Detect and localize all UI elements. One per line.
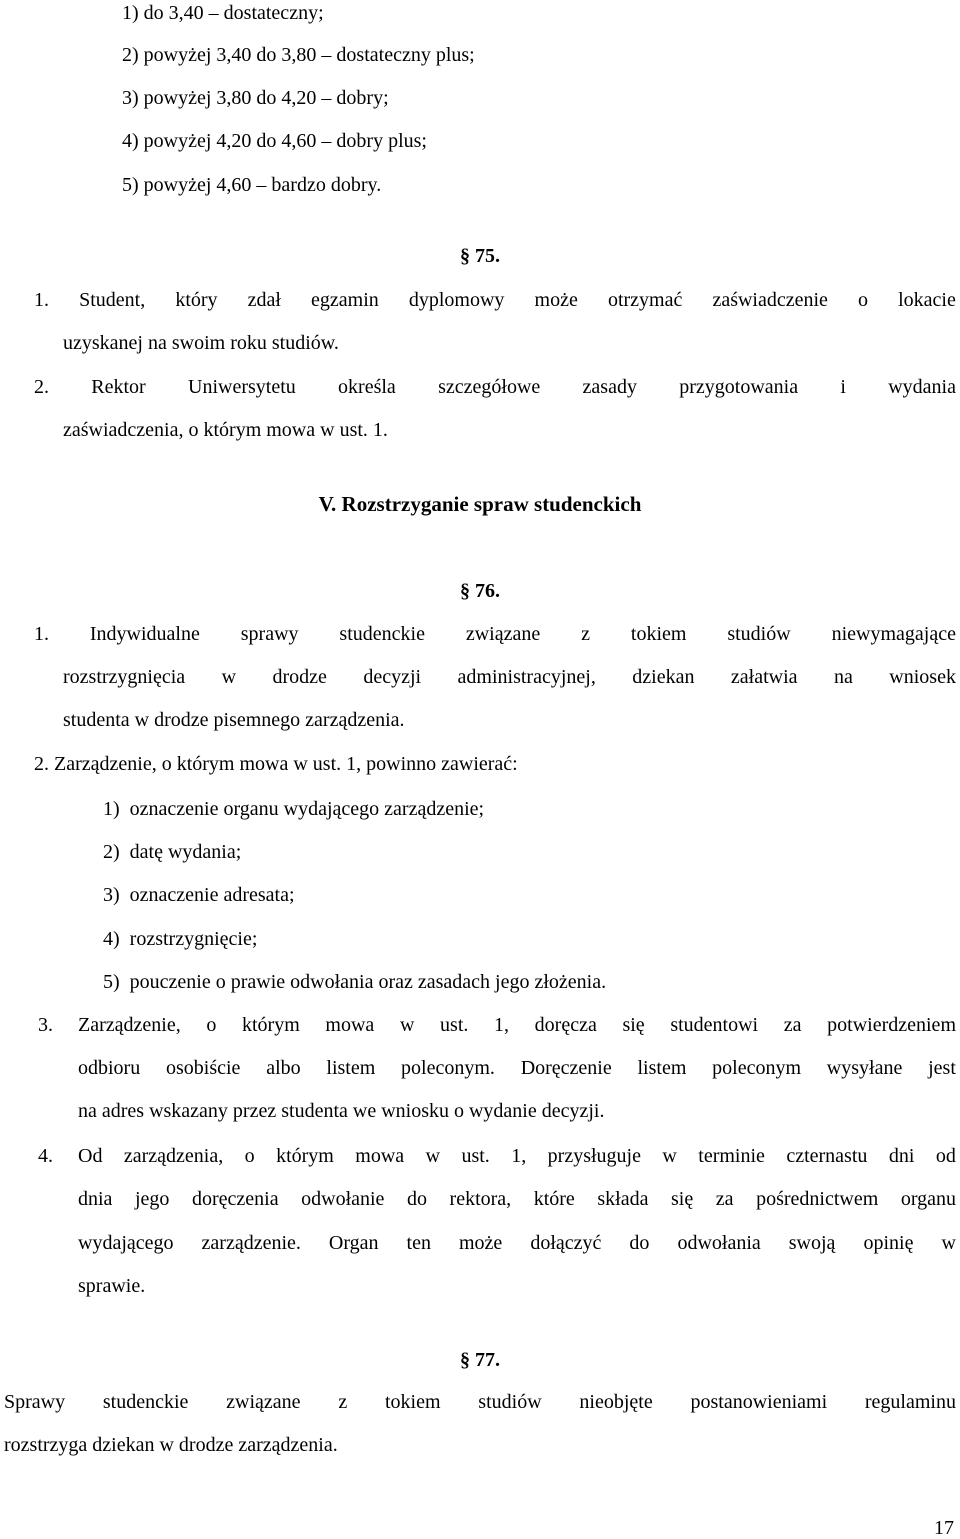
list-item: 5) pouczenie o prawie odwołania oraz zasadach jego złożenia. [103,971,607,993]
word: doręcza [534,1014,597,1036]
section-heading-75: § 75. [460,245,500,267]
word: do [406,1188,427,1210]
word: odwołanie [301,1188,385,1210]
word: rektora, [449,1188,512,1210]
word: osobiście [165,1057,241,1079]
grade-item: 2) powyżej 3,40 do 3,80 – dostateczny plus; [122,44,475,66]
word: listem [326,1057,376,1079]
word: organu [900,1188,956,1210]
word: studenckie [339,623,425,645]
word: swoją [788,1232,836,1254]
word: studentowi [670,1014,759,1036]
word: Zarządzenie, [78,1014,181,1036]
word: decyzji [363,666,422,688]
word: dołączyć [530,1232,602,1254]
paragraph-76-4-line [78,1189,956,1209]
word: albo [266,1057,301,1079]
word: Uniwersytetu [188,376,296,398]
word: 1, [511,1145,527,1167]
word: nieobjęte [579,1391,653,1413]
word: związane [226,1391,301,1413]
paragraph-76-4-line: sprawie. [78,1275,146,1297]
word: ten [406,1232,431,1254]
section-heading-77: § 77. [460,1349,500,1371]
paragraph-76-3-line [78,1015,956,1035]
word: odwołania [677,1232,761,1254]
word: ust. [440,1014,469,1036]
word: Od [78,1145,103,1167]
word: wniosek [889,666,956,688]
word: rozstrzygnięcia [63,666,186,688]
word: opinię [863,1232,914,1254]
word: w [399,1014,415,1036]
word: czternastu [786,1145,868,1167]
word: studiów [478,1391,542,1413]
section-heading-76: § 76. [460,580,500,602]
word: 2. [34,376,49,398]
word: jest [928,1057,956,1079]
word: Rektor [91,376,146,398]
word: którym [276,1145,334,1167]
grade-item: 5) powyżej 4,60 – bardzo dobry. [122,174,382,196]
word: o [206,1014,217,1036]
paragraph-75-1-line [34,290,956,310]
word: za [715,1188,734,1210]
word: terminie [698,1145,765,1167]
word: może [459,1232,503,1254]
word: Doręczenie [520,1057,612,1079]
word: w [221,666,237,688]
word: poleconym [712,1057,802,1079]
word: które [533,1188,575,1210]
word: doręczenia [191,1188,279,1210]
word: tokiem [630,623,687,645]
word: poleconym. [401,1057,495,1079]
word: dziekan [632,666,695,688]
word: jego [134,1188,170,1210]
list-item: 2) datę wydania; [103,841,242,863]
paragraph-76-1-line: studenta w drodze pisemnego zarządzenia. [63,709,405,731]
word: w [425,1145,441,1167]
word: regulaminu [864,1391,956,1413]
word: od [935,1145,956,1167]
word: egzamin [311,289,379,311]
page-number: 17 [934,1517,954,1539]
word: studiów [727,623,791,645]
list-item: 3) oznaczenie adresata; [103,884,295,906]
word: na [833,666,853,688]
word: zarządzenia, [123,1145,224,1167]
word: do [629,1232,650,1254]
word: potwierdzeniem [827,1014,956,1036]
word: wydania [888,376,956,398]
paragraph-number: 3. [38,1014,53,1036]
paragraph-77-line [4,1392,956,1412]
word: zarządzenie. [201,1232,301,1254]
word: studenckie [102,1391,189,1413]
paragraph-75-1-line: uzyskanej na swoim roku studiów. [63,332,339,354]
word: Organ [328,1232,379,1254]
word: wydającego [78,1232,174,1254]
word: się [622,1014,645,1036]
paragraph-75-2-line: zaświadczenia, o którym mowa w ust. 1. [63,419,388,441]
word: dnia [78,1188,113,1210]
word: za [783,1014,802,1036]
word: o [244,1145,255,1167]
word: związane [465,623,541,645]
paragraph-76-2: 2. Zarządzenie, o którym mowa w ust. 1, powinno zawierać: [34,753,518,775]
word: określa [338,376,396,398]
word: szczegółowe [438,376,541,398]
paragraph-76-1-line [34,624,956,644]
word: może [534,289,578,311]
grade-item: 3) powyżej 3,80 do 4,20 – dobry; [122,87,389,109]
word: niewymagające [831,623,956,645]
word: 1. [34,289,49,311]
word: ust. [461,1145,490,1167]
word: odbioru [78,1057,141,1079]
grade-item: 1) do 3,40 – dostateczny; [122,2,324,24]
word: zasady [582,376,637,398]
word: administracyjnej, [457,666,596,688]
word: Sprawy [4,1391,66,1413]
word: 1. [34,623,49,645]
word: którym [241,1014,300,1036]
word: się [671,1188,694,1210]
word: o [858,289,869,311]
word: przysługuje [547,1145,641,1167]
paragraph-number: 4. [38,1145,53,1167]
word: tokiem [384,1391,441,1413]
paragraph-76-3-line [78,1058,956,1078]
list-item: 1) oznaczenie organu wydającego zarządzenie; [103,798,485,820]
list-item: 4) rozstrzygnięcie; [103,928,258,950]
word: z [338,1391,348,1413]
word: otrzymać [607,289,683,311]
word: w [941,1232,956,1254]
word: zdał [247,289,281,311]
grade-item: 4) powyżej 4,20 do 4,60 – dobry plus; [122,130,427,152]
word: 1, [494,1014,510,1036]
word: mowa [355,1145,405,1167]
word: listem [637,1057,687,1079]
word: załatwia [730,666,798,688]
word: wysyłane [826,1057,903,1079]
word: i [840,376,846,398]
word: lokacie [898,289,956,311]
word: drodze [272,666,327,688]
paragraph-76-4-line [78,1146,956,1166]
paragraph-77-line: rozstrzyga dziekan w drodze zarządzenia. [4,1434,338,1456]
paragraph-76-4-line [78,1233,956,1253]
chapter-title: V. Rozstrzyganie spraw studenckich [318,492,642,516]
word: przygotowania [679,376,799,398]
word: dni [888,1145,915,1167]
word: w [662,1145,677,1167]
paragraph-76-1-line [63,667,956,687]
word: mowa [325,1014,375,1036]
paragraph-75-2-line [34,377,956,397]
paragraph-76-3-line: na adres wskazany przez studenta we wniosku o wydanie decyzji. [78,1100,605,1122]
word: Student, [79,289,146,311]
word: który [175,289,218,311]
word: z [581,623,591,645]
word: postanowieniami [690,1391,828,1413]
word: sprawy [240,623,299,645]
word: Indywidualne [89,623,200,645]
word: pośrednictwem [756,1188,879,1210]
word: składa [597,1188,649,1210]
word: zaświadczenie [712,289,828,311]
word: dyplomowy [408,289,505,311]
